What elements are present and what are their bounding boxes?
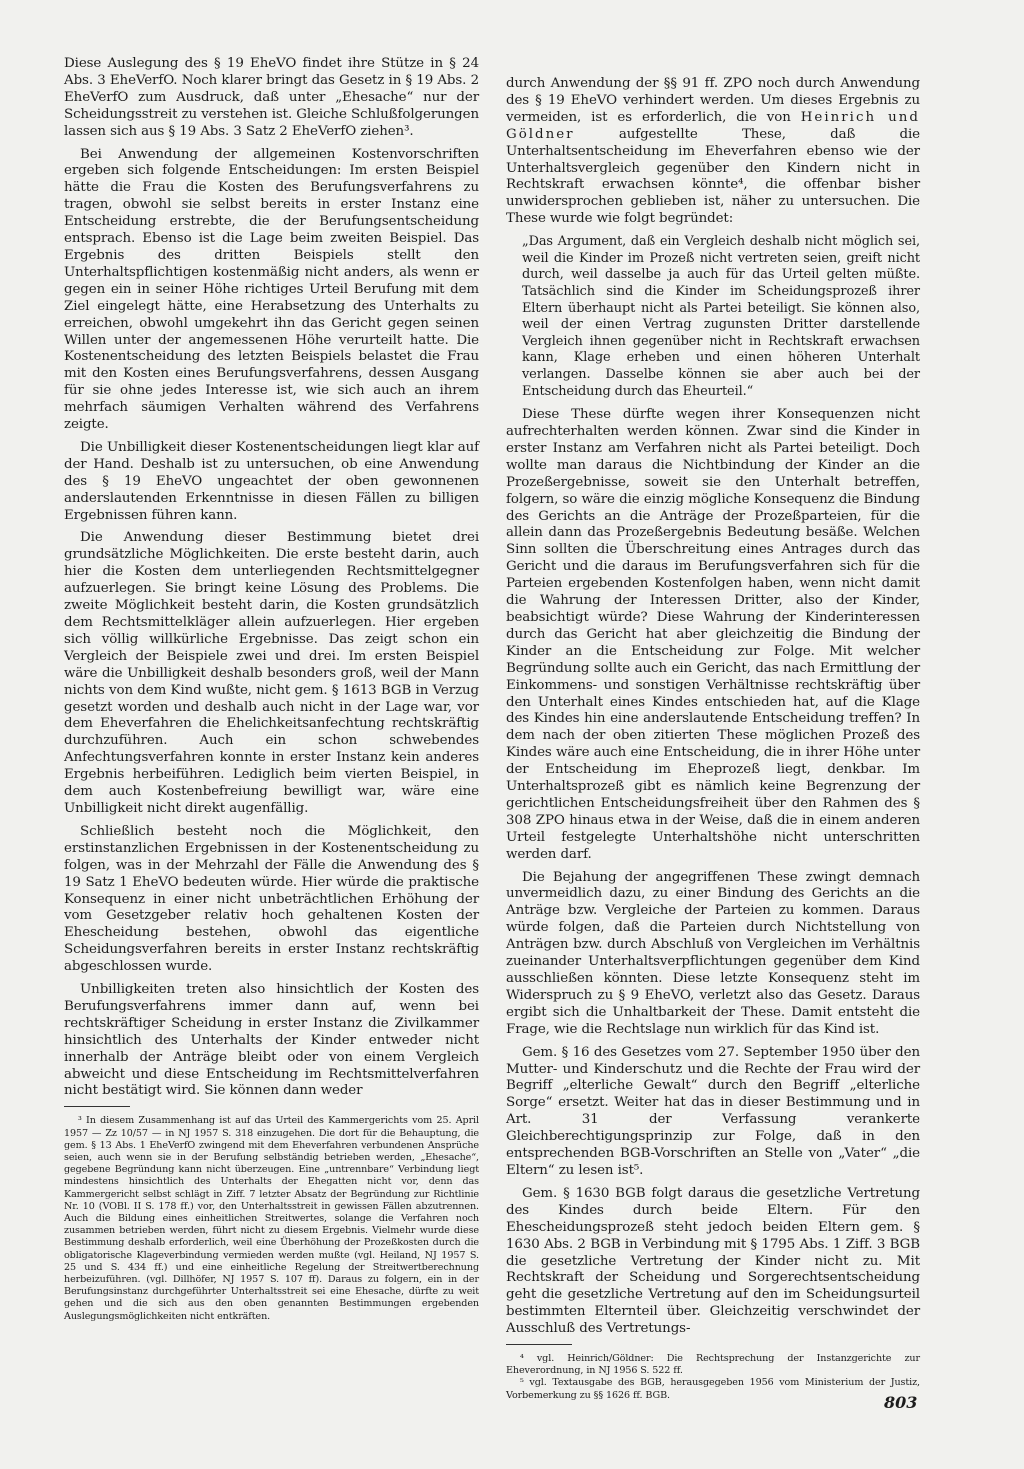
footnotes-left (64, 1115, 479, 1322)
footnote-3: ³ In diesem Zusammenhang ist auf das Urteil des Kammergerichts vom 25. April 1957 — Zz 10/57 — in NJ 1957 S. 318 einzugehen. Die dort für die Behauptung, die gem. § 13 Abs. 1 EheVerfO zwingend mit dem Eheverfahren verbundenen Ansprüche seien, auch wenn sie in der Berufung selbständig betrieben werden, „Ehesache“, gegebene Begründung kann nicht überzeugen. Eine „untrennbare“ Verbindung liegt mindestens hinsichtlich des Unterhalts der Ehegatten nicht vor, denn das Kammergericht selbst schlägt in Ziff. 7 letzter Absatz der Begründung zur Richtlinie Nr. 10 (VOBl. II S. 178 ff.) vor, den Unterhaltsstreit in gewissen Fällen abzutrennen. Auch die Bildung eines einheitlichen Streitwertes, solange die Verfahren noch zusammen betrieben werden, führt nicht zu diesem Ergebnis. Vielmehr wurde diese Bestimmung deshalb erforderlich, weil eine Überhöhung der Prozeßkosten durch die obligatorische Klageverbindung vermieden werden mußte (vgl. Heiland, NJ 1957 S. 25 und S. 434 ff.) und eine einheitliche Regelung der Streitwertberechnung herbeizuführen. (vgl. Dillhöfer, NJ 1957 S. 107 ff). Daraus zu folgern, ein in der Berufungsinstanz durchgeführter Unterhaltsstreit sei eine Ehesache, dürfte zu weit gehen und die sich aus den oben genannten Bestimmungen ergebenden Auslegungsmöglichkeiten nicht entkräften. (64, 1115, 479, 1322)
paragraph: Die Bejahung der angegriffenen These zwingt demnach unvermeidlich dazu, zu einer Bindung des Gerichts an die Anträge bzw. Vergleiche der Parteien zu kommen. Daraus würde folgen, daß die Parteien durch Nichtstellung von Anträgen bzw. durch Abschluß von Vergleichen im Verhältnis zueinander Unterhaltsverpflichtungen gegenüber dem Kind ausschließen könnten. Diese letzte Konsequenz steht im Widerspruch zu § 9 EheVO, verletzt also das Gesetz. Daraus ergibt sich die Unhaltbarkeit der These. Damit entsteht die Frage, wie die Rechtslage nun wirklich für das Kind ist. (506, 869, 920, 1037)
quote-text: „Das Argument, daß ein Vergleich deshalb nicht möglich sei, weil die Kinder im Prozeß nicht vertreten seien, greift nicht durch, weil dasselbe ja auch für das Urteil gelten müßte. Tatsächlich sind die Kinder im Scheidungsprozeß ihrer Eltern überhaupt nicht als Partei beteiligt. Sie können also, weil der einen Vertrag zugunsten Dritter darstellende Vergleich ihnen gegenüber nicht in Rechtskraft erwachsen kann, Klage erheben und einen höheren Unterhalt verlangen. Dasselbe können sie aber auch bei der Entscheidung durch das Eheurteil.“ (522, 234, 920, 399)
paragraph: Gem. § 1630 BGB folgt daraus die gesetzliche Vertretung des Kindes durch beide Eltern. Für den Ehescheidungsprozeß steht jedoch beiden Eltern gem. § 1630 Abs. 2 BGB in Verbindung mit § 1795 Abs. 1 Ziff. 3 BGB die gesetzliche Vertretung der Kinder nicht zu. Mit Rechtskraft der Scheidung und Sorgerechtsentscheidung geht die gesetzliche Vertretung auf den im Scheidungsurteil bestimmten Elternteil über. Gleichzeitig verschwindet der Ausschluß des Vertretungs- (506, 1185, 920, 1337)
text-run: durch Anwendung der §§ 91 ff. ZPO noch durch Anwendung des § 19 EheVO verhindert werden. Um dieses Ergebnis zu vermeiden, ist es erforderlich, die von (506, 76, 920, 125)
block-quote (506, 234, 920, 400)
footnote-5: ⁵ vgl. Textausgabe des BGB, herausgegeben 1956 vom Ministerium der Justiz, Vorbemerkung zu §§ 1626 ff. BGB. (506, 1377, 920, 1401)
right-column (506, 76, 920, 1402)
paragraph (506, 76, 920, 228)
paragraph: Bei Anwendung der allgemeinen Kostenvorschriften ergeben sich folgende Entscheidungen: Im ersten Beispiel hätte die Frau die Kosten des Berufungsverfahrens zu tragen, obwohl sie selbst bereits in erster Instanz eine Entscheidung erstrebte, die der Berufungsentscheidung entsprach. Ebenso ist die Lage beim zweiten Beispiel. Das Ergebnis des dritten Beispiels stellt den Unterhaltspflichtigen kostenmäßig nicht anders, als wenn er gegen ein in seiner Höhe richtiges Urteil Berufung mit dem Ziel eingelegt hätte, eine Herabsetzung des Unterhalts zu erreichen, obwohl umgekehrt ihn das Gericht gegen seinen Willen unter der angemessenen Höhe verurteilt hatte. Die Kostenentscheidung des letzten Beispiels belastet die Frau mit den Kosten eines Berufungsverfahrens, dessen Ausgang für sie ohne jedes Interesse ist, wie sich auch an ihrem mehrfach säumigen Verhalten während des Verfahrens zeigte. (64, 146, 479, 433)
paragraph: Die Anwendung dieser Bestimmung bietet drei grundsätzliche Möglichkeiten. Die erste besteht darin, auch hier die Kosten dem unterliegenden Rechtsmittelgegner aufzuerlegen. Sie bringt keine Lösung des Problems. Die zweite Möglichkeit besteht darin, die Kosten grundsätzlich dem Rechtsmittelkläger allein aufzuerlegen. Hier ergeben sich völlig willkürliche Ergebnisse. Das zeigt schon ein Vergleich der Beispiele zwei und drei. Im ersten Beispiel wäre die Unbilligkeit deshalb besonders groß, weil der Mann nichts von dem Kind wußte, nicht gem. § 1613 BGB in Verzug gesetzt worden und deshalb auch nicht in der Lage war, vor dem Eheverfahren die Ehelichkeitsanfechtung rechtskräftig durchzuführen. Auch ein schon schwebendes Anfechtungsverfahren konnte in erster Instanz kein anderes Ergebnis herbeiführen. Lediglich beim vierten Beispiel, in dem auch Kostenbefreiung bewilligt war, wäre eine Unbilligkeit nicht direkt augenfällig. (64, 530, 479, 816)
footnotes-right (506, 1353, 920, 1402)
author-names: Heinrich und Göldner (506, 109, 920, 142)
footnote-divider (64, 1106, 130, 1107)
paragraph: Schließlich besteht noch die Möglichkeit, den erstinstanzlichen Ergebnissen in der Kostenentscheidung zu folgen, was in der Mehrzahl der Fälle die Anwendung des § 19 Satz 1 EheVO bedeuten würde. Hier würde die praktische Konsequenz in einer nicht unbeträchtlichen Erhöhung der vom Gesetzgeber relativ hoch gehaltenen Kosten der Ehescheidung bestehen, obwohl das eigentliche Scheidungsverfahren bereits in erster Instanz rechtskräftig abgeschlossen wurde. (64, 823, 479, 975)
paragraph: Die Unbilligkeit dieser Kostenentscheidungen liegt klar auf der Hand. Deshalb ist zu untersuchen, ob eine Anwendung des § 19 EheVO ungeachtet der oben gewonnenen anderslautenden Erkenntnisse in diesen Fällen zu billigen Ergebnissen führen kann. (64, 439, 479, 523)
footnote-4: ⁴ vgl. Heinrich/Göldner: Die Rechtsprechung der Instanzgerichte zur Eheverordnung, in NJ 1956 S. 522 ff. (506, 1353, 920, 1377)
paragraph: Unbilligkeiten treten also hinsichtlich der Kosten des Berufungsverfahrens immer dann auf, wenn bei rechtskräftiger Scheidung in erster Instanz die Zivilkammer hinsichtlich des Unterhalts der Kinder entweder nicht innerhalb der Anträge bleibt oder von einem Vergleich abweicht und diese Entscheidung im Rechtsmittelverfahren nicht bestätigt wird. Sie können dann weder (64, 982, 479, 1099)
page-number: 803 (884, 1393, 918, 1412)
paragraph: Gem. § 16 des Gesetzes vom 27. September 1950 über den Mutter- und Kinderschutz und die Rechte der Frau wird der Begriff „elterliche Gewalt“ durch den Begriff „elterliche Sorge“ ersetzt. Weiter hat das in dieser Bestimmung und in Art. 31 der Verfassung verankerte Gleichberechtigungsprinzip zur Folge, daß in den entsprechenden BGB-Vorschriften an Stelle von „Vater“ „die Eltern“ zu lesen ist⁵. (506, 1044, 920, 1178)
paragraph: Diese Auslegung des § 19 EheVO findet ihre Stütze in § 24 Abs. 3 EheVerfO. Noch klarer bringt das Gesetz in § 19 Abs. 2 EheVerfO zum Ausdruck, daß unter „Ehesache“ nur der Scheidungsstreit zu verstehen ist. Gleiche Schlußfolgerungen lassen sich aus § 19 Abs. 3 Satz 2 EheVerfO ziehen³. (64, 56, 479, 139)
text-run: aufgestellte These, daß die Unterhaltsentscheidung im Eheverfahren ebenso wie der Unterhaltsvergleich gegenüber den Kindern nicht in Rechtskraft erwachsen könnte⁴, die offenbar bisher unwidersprochen geblieben ist, näher zu untersuchen. Die These wurde wie folgt begründet: (506, 126, 920, 227)
left-column (64, 56, 479, 1323)
footnote-divider (506, 1344, 572, 1345)
paragraph: Diese These dürfte wegen ihrer Konsequenzen nicht aufrechterhalten werden können. Zwar sind die Kinder in erster Instanz am Verfahren nicht als Partei beteiligt. Doch wollte man daraus die Nichtbindung der Kinder an die Prozeßergebnisse, soweit sie den Unterhalt betreffen, folgern, so wäre die einzig mögliche Konsequenz die Bindung des Gerichts an die Anträge der Prozeßparteien, für die allein dann das Prozeßergebnis Bedeutung besäße. Welchen Sinn sollten die Überschreitung eines Antrages durch das Gericht und die daraus im Berufungsverfahren sich für die Parteien ergebenden Kostenfolgen haben, wenn nicht damit die Wahrung der Interessen Dritter, also der Kinder, beabsichtigt würde? Diese Wahrung der Kinderinteressen durch das Gericht hat aber gleichzeitig die Bindung der Kinder an die Entscheidung zur Folge. Mit welcher Begründung sollte auch ein Gericht, das nach Ermittlung der Einkommens- und sonstigen Verhältnisse rechtskräftig über den Unterhalt eines Kindes entschieden hat, auf die Klage des Kindes hin eine anderslautende Entscheidung treffen? In dem nach der oben zitierten These möglichen Prozeß des Kindes wäre auch eine Entscheidung, die in ihrer Höhe unter der Entscheidung im Eheprozeß liegt, denkbar. Im Unterhaltsprozeß gibt es nämlich keine Begrenzung der gerichtlichen Entscheidungsfreiheit über den Rahmen des § 308 ZPO hinaus etwa in der Weise, daß die in einem anderen Urteil festgelegte Unterhaltshöhe nicht unterschritten werden darf. (506, 407, 920, 862)
